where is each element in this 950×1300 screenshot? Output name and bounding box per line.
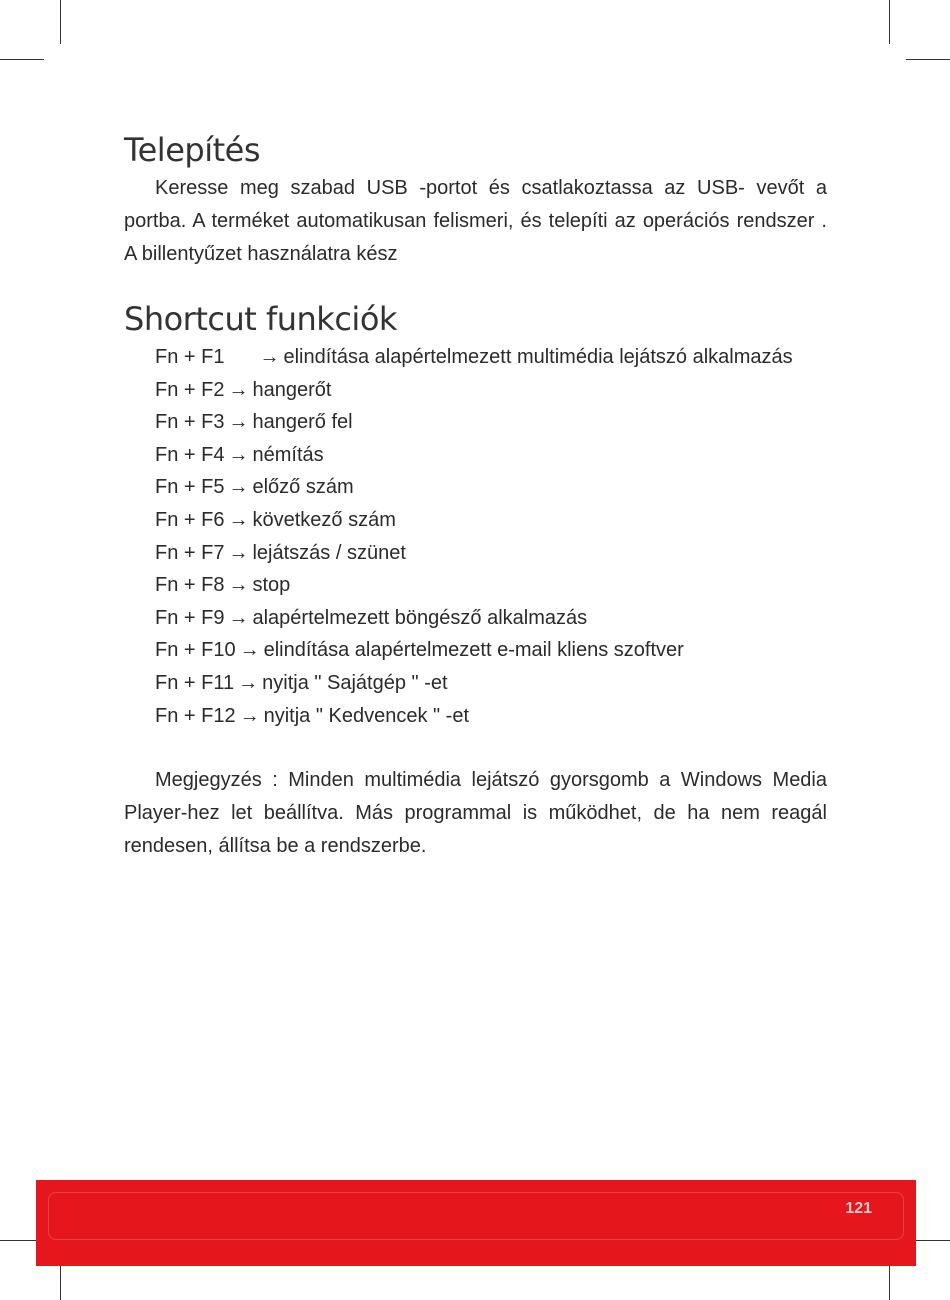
arrow-icon: →: [238, 671, 259, 694]
shortcut-keys: Fn + F10: [155, 639, 236, 662]
page-content: [124, 128, 827, 863]
arrow-icon: →: [228, 541, 249, 564]
shortcut-keys: Fn + F3: [155, 411, 225, 434]
footer-inner-frame: [48, 1192, 904, 1240]
install-heading: Telepítés: [124, 131, 260, 169]
shortcut-item: [124, 504, 827, 537]
page-number: 121: [845, 1200, 872, 1217]
shortcut-keys: Fn + F8: [155, 574, 225, 597]
shortcut-item: [124, 471, 827, 504]
shortcut-keys: Fn + F7: [155, 541, 225, 564]
arrow-icon: →: [228, 606, 249, 629]
shortcut-action: lejátszás / szünet: [252, 541, 406, 564]
shortcut-action: hangerő fel: [252, 411, 353, 434]
arrow-icon: →: [239, 704, 260, 727]
shortcut-action: nyitja " Kedvencek " -et: [263, 704, 470, 727]
crop-mark-top-right: [889, 0, 890, 44]
arrow-icon: →: [228, 508, 249, 531]
arrow-icon: →: [228, 411, 249, 434]
shortcut-item: [124, 374, 827, 407]
shortcut-action: nyitja " Sajátgép " -et: [262, 671, 448, 694]
shortcut-item: [124, 537, 827, 570]
arrow-icon: →: [239, 639, 260, 662]
shortcut-action: alapértelmezett böngésző alkalmazás: [252, 606, 588, 629]
arrow-icon: →: [228, 476, 249, 499]
shortcut-action: elindítása alapértelmezett multimédia lejátszó alkalmazás: [283, 346, 793, 368]
shortcut-action: némítás: [252, 443, 324, 466]
shortcut-action: elindítása alapértelmezett e-mail kliens szoftver: [263, 639, 684, 662]
shortcut-item: [124, 667, 827, 700]
shortcut-keys: Fn + F4: [155, 443, 225, 466]
arrow-icon: →: [228, 574, 249, 597]
crop-mark-top-right-h: [906, 59, 950, 60]
shortcut-item: [124, 341, 827, 374]
install-paragraph: Keresse meg szabad USB -portot és csatlakoztassa az USB- vevőt a portba. A terméket automatikusan felismeri, és telepíti az operációs rendszer . A billentyűzet használatra kész: [124, 177, 827, 265]
shortcut-item: [124, 439, 827, 472]
shortcut-keys: Fn + F6: [155, 508, 225, 531]
arrow-icon: →: [259, 346, 280, 368]
shortcut-keys: Fn + F12: [155, 704, 236, 727]
shortcut-action: következő szám: [252, 508, 396, 531]
shortcut-keys: Fn + F1: [155, 346, 225, 368]
footer-bar: [36, 1180, 916, 1266]
shortcut-item: [124, 406, 827, 439]
shortcut-item: [124, 569, 827, 602]
shortcut-action: stop: [252, 574, 291, 597]
shortcut-keys: Fn + F5: [155, 476, 225, 499]
crop-mark-top-left: [60, 0, 61, 44]
shortcut-item: [124, 602, 827, 635]
shortcut-action: előző szám: [252, 476, 354, 499]
shortcut-list: [124, 341, 827, 732]
shortcut-keys: Fn + F9: [155, 606, 225, 629]
shortcut-item: [124, 634, 827, 667]
note-paragraph: Megjegyzés : Minden multimédia lejátszó gyorsgomb a Windows Media Player-hez let beállítva. Más programmal is működhet, de ha nem reagál rendesen, állítsa be a rendszerbe.: [124, 769, 827, 858]
shortcut-action: hangerőt: [252, 378, 332, 401]
shortcut-keys: Fn + F2: [155, 378, 225, 401]
shortcut-keys: Fn + F11: [155, 671, 235, 694]
crop-mark-top-left-h: [0, 59, 44, 60]
shortcuts-heading: Shortcut funkciók: [124, 300, 397, 338]
arrow-icon: →: [228, 378, 249, 401]
arrow-icon: →: [228, 443, 249, 466]
shortcut-item: [124, 700, 827, 733]
